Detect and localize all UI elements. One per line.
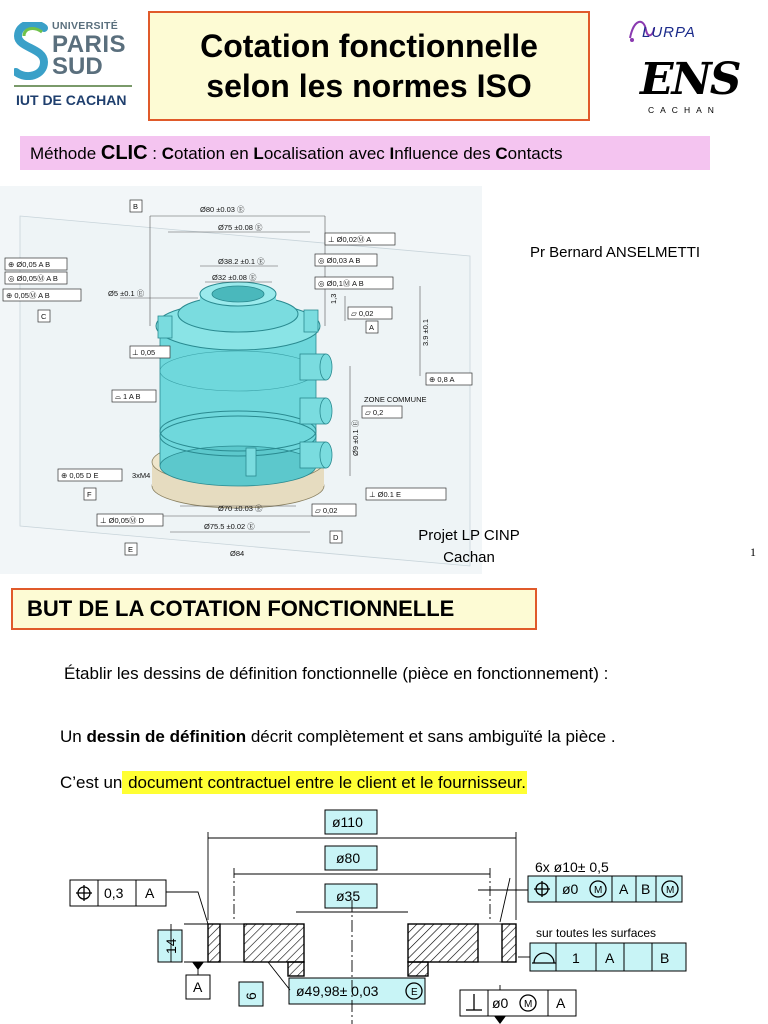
- para3-period: .: [521, 773, 526, 792]
- fig2-dim-6: 6: [243, 992, 259, 1000]
- para3-highlight-text: document contractuel entre le client et le fournisseur: [123, 773, 522, 792]
- clic-prefix: Méthode: [30, 144, 101, 163]
- section-drawing-figure: [0, 800, 768, 1024]
- svg-text:E: E: [411, 987, 418, 998]
- fig1-dim-5: Ø5 ±0.1 Ⓔ: [108, 289, 145, 298]
- section-title: BUT DE LA COTATION FONCTIONNELLE: [27, 596, 455, 621]
- clic-word-contacts: ontacts: [507, 144, 563, 163]
- clic-word-cotation: otation en: [174, 144, 254, 163]
- fig1-fcf-left-1: ⊕ Ø0,05 A B: [8, 260, 51, 269]
- title-box: [148, 11, 590, 121]
- fig1-datum-c: C: [41, 312, 47, 321]
- logo-divider: [14, 85, 132, 87]
- fig2-fcf-right-datum-a: A: [619, 881, 629, 897]
- fig1-dim-1-3: 1,3: [329, 293, 338, 304]
- fig1-dim-75-top: Ø75 ±0.08 Ⓔ: [218, 223, 263, 232]
- fig1-dim-80: Ø80 ±0.03 Ⓔ: [200, 205, 245, 214]
- fig2-holes-note: 6x ø10± 0,5: [535, 859, 609, 875]
- fig1-dim-32: Ø32 ±0.08 Ⓔ: [212, 273, 257, 282]
- clic-initial-l: L: [253, 144, 264, 163]
- para2-bold-term: dessin de définition: [86, 727, 247, 746]
- fig2-fcf-left-value: 0,3: [104, 885, 124, 901]
- author-name: Pr Bernard ANSELMETTI: [530, 244, 701, 261]
- fig2-fcf-profile-value: 1: [572, 950, 580, 966]
- page-number: 1: [750, 545, 756, 559]
- fig2-fcf-left-datum: A: [145, 885, 155, 901]
- paragraph-dessin-definition: [60, 727, 616, 747]
- project-line-2: Cachan: [443, 549, 495, 566]
- fig2-datum-a: A: [193, 979, 203, 995]
- svg-text:M: M: [524, 999, 533, 1010]
- fig1-datum-d: D: [333, 533, 339, 542]
- fig1-fcf-r1: ◎ Ø0,03 A B: [318, 256, 361, 265]
- fig2-fcf-profile-datum-b: B: [660, 950, 670, 966]
- fig1-dim-84: Ø84: [230, 549, 245, 558]
- fig1-dim-38: Ø38.2 ±0.1 Ⓔ: [218, 257, 265, 266]
- logo-iut-text: IUT DE CACHAN: [16, 92, 127, 108]
- fig1-fcf-perp-left: ⊥ 0,05: [132, 348, 156, 357]
- fig1-zone-commune: ZONE COMMUNE: [364, 395, 427, 404]
- clic-initial-i: I: [389, 144, 395, 163]
- fig1-fcf-pos-right: ⊕ 0,8 A: [429, 375, 455, 384]
- fig1-dim-75-bottom: Ø75.5 ±0.02 Ⓔ: [204, 522, 255, 531]
- para2-prefix: Un: [60, 727, 87, 746]
- fig1-datum-b: B: [133, 202, 139, 211]
- clic-separator: :: [147, 144, 162, 163]
- fig2-fcf-right-datum-b: B: [641, 881, 651, 897]
- clic-acronym: CLIC: [100, 142, 148, 164]
- fig1-fcf-pos-de: ⊕ 0,05 D E: [61, 471, 99, 480]
- title-line-1: Cotation fonctionnelle: [200, 28, 538, 64]
- fig2-dim-110: ø110: [332, 814, 363, 830]
- clic-word-influence: nfluence des: [394, 144, 496, 163]
- logo-sud-text: SUD: [52, 53, 103, 80]
- project-label: [384, 525, 554, 569]
- fig2-dim-49: ø49,98± 0,03: [296, 983, 379, 999]
- fig1-fcf-flat-2: ▱ 0,02: [315, 506, 338, 515]
- fig1-fcf-perp-d: ⊥ Ø0,05Ⓜ D: [100, 516, 145, 525]
- fig1-fcf-top-right: ⊥ Ø0,02Ⓜ A: [328, 235, 372, 244]
- clic-initial-c2: C: [495, 144, 508, 163]
- fig2-dim-14: 14: [163, 938, 179, 954]
- para3-highlight: [122, 771, 527, 794]
- fig2-dim-80: ø80: [336, 850, 361, 866]
- para2-suffix: décrit complètement et sans ambiguïté la pièce .: [246, 727, 616, 746]
- clic-initial-c: C: [161, 144, 175, 163]
- logo-lurpa-text: LURPA: [642, 24, 696, 41]
- gdt-3d-part-figure: [0, 186, 482, 574]
- fig1-fcf-profile: ⌓ 1 A B: [115, 392, 141, 401]
- para3-prefix: C’est un: [60, 773, 123, 792]
- fig1-dim-3-9: 3.9 ±0.1: [421, 318, 430, 346]
- paragraph-etablir: Établir les dessins de définition fonctionnelle (pièce en fonctionnement) :: [64, 664, 609, 683]
- university-s-logo-icon: [14, 22, 48, 80]
- fig1-fcf-perp-e: ⊥ Ø0.1 E: [369, 490, 401, 499]
- fig1-thread: 3xM4: [132, 471, 151, 480]
- fig2-dim-35: ø35: [336, 888, 361, 904]
- fig1-fcf-r2: ◎ Ø0,1Ⓜ A B: [318, 279, 364, 288]
- fig1-fcf-zone: ▱ 0,2: [365, 408, 384, 417]
- fig1-dim-70: Ø70 ±0.03 Ⓔ: [218, 504, 263, 513]
- fig2-surfaces-note: sur toutes les surfaces: [536, 926, 657, 940]
- fig1-datum-e: E: [128, 545, 134, 554]
- fig1-dim-9: Ø9 ±0.1 Ⓔ: [351, 419, 360, 456]
- fig2-fcf-perp-datum: A: [556, 995, 566, 1011]
- logo-ens-cachan-text: CACHAN: [648, 105, 720, 115]
- fig1-datum-a: A: [369, 323, 375, 332]
- fig1-fcf-left-2: ◎ Ø0,05Ⓜ A B: [8, 274, 58, 283]
- section-title-box: [11, 588, 537, 630]
- clic-banner: [20, 136, 710, 170]
- project-line-1: Projet LP CINP: [418, 527, 520, 544]
- logo-universite-text: UNIVERSITÉ: [52, 20, 119, 32]
- clic-word-localisation: ocalisation avec: [263, 144, 390, 163]
- fig1-datum-f: F: [87, 490, 92, 499]
- fig2-fcf-right-value: ø0: [562, 881, 579, 897]
- fig1-fcf-flat: ▱ 0,02: [351, 309, 374, 318]
- svg-text:M: M: [594, 885, 603, 896]
- title-line-2: selon les normes ISO: [206, 68, 532, 104]
- fig2-fcf-perp-value: ø0: [492, 995, 509, 1011]
- fig1-fcf-left-3: ⊕ 0,05Ⓜ A B: [6, 291, 50, 300]
- svg-text:M: M: [666, 885, 675, 896]
- fig2-fcf-profile-datum-a: A: [605, 950, 615, 966]
- paragraph-document-contractuel: [60, 773, 527, 793]
- logo-ens-text: ENS: [640, 54, 740, 105]
- logo-paris-text: PARIS: [52, 31, 127, 58]
